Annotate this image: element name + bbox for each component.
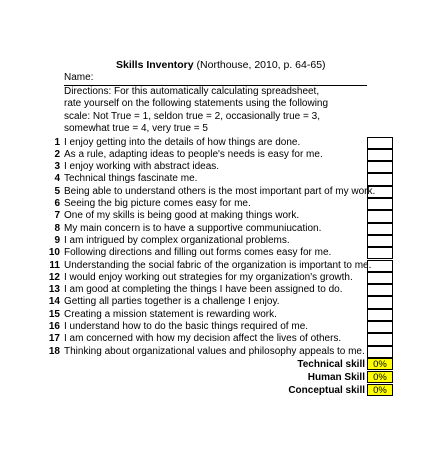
statement-number: 5	[54, 185, 60, 197]
statement-number: 14	[48, 296, 60, 308]
rating-input[interactable]	[367, 333, 393, 345]
statement-text: My main concern is to have a supportive communiucation.	[64, 222, 322, 234]
statement-row	[36, 296, 367, 308]
statement-number: 11	[49, 259, 60, 271]
statement-text: I am intrigued by complex organizational problems.	[64, 234, 290, 246]
rating-input[interactable]	[367, 137, 393, 149]
statement-number: 10	[48, 247, 60, 259]
statement-number: 9	[54, 234, 60, 246]
conceptual-skill-label: Conceptual skill	[288, 385, 365, 396]
name-label: Name:	[64, 72, 94, 83]
statement-text: I enjoy getting into the details of how things are done.	[64, 136, 301, 148]
rating-input[interactable]	[367, 235, 393, 247]
rating-input[interactable]	[367, 223, 393, 235]
statement-number: 2	[54, 148, 60, 160]
directions-line: rate yourself on the following statements using the following	[64, 98, 329, 110]
statement-number: 4	[54, 173, 60, 185]
statement-row	[36, 137, 367, 149]
statement-text: I enjoy working with abstract ideas.	[64, 161, 220, 173]
rating-input[interactable]	[367, 321, 393, 333]
statement-row	[36, 149, 367, 161]
statement-text: I am concerned with how my decision affect the lives of others.	[64, 333, 342, 345]
statement-number: 15	[48, 308, 60, 320]
statement-row	[36, 247, 367, 259]
rating-input[interactable]	[367, 247, 393, 259]
statement-number: 17	[48, 333, 60, 345]
directions	[64, 86, 364, 136]
statement-row	[36, 210, 367, 222]
statement-row	[36, 223, 367, 235]
statement-number: 1	[54, 136, 60, 148]
human-skill-label: Human Skill	[307, 372, 365, 383]
statement-text: Creating a mission statement is rewarding work.	[64, 308, 277, 320]
statement-row	[36, 235, 367, 247]
rating-input[interactable]	[367, 284, 393, 296]
rating-input[interactable]	[367, 260, 393, 272]
statement-text: I would enjoy working out strategies for my organization's growth.	[64, 271, 353, 283]
statement-text: One of my skills is being good at making things work.	[64, 210, 300, 222]
rating-input[interactable]	[367, 210, 393, 222]
statement-number: 6	[54, 198, 60, 209]
title-citation: (Northouse, 2010, p. 64-65)	[193, 59, 326, 71]
statement-row	[36, 272, 367, 284]
rating-input[interactable]	[367, 149, 393, 161]
technical-skill-value: 0%	[367, 358, 393, 370]
statement-text: Technical things fascinate me.	[64, 173, 198, 185]
title-main: Skills Inventory	[116, 59, 194, 71]
statement-number: 3	[54, 161, 60, 173]
statement-number: 16	[48, 321, 60, 332]
statement-text: Being able to understand others is the most important part of my work.	[64, 185, 376, 197]
statement-number: 7	[54, 210, 60, 222]
statement-row	[36, 321, 367, 333]
human-skill-value: 0%	[367, 371, 393, 383]
statement-number: 12	[48, 271, 60, 283]
statement-row	[36, 333, 367, 345]
statement-row	[36, 284, 367, 296]
statement-row	[36, 173, 367, 185]
statement-text: Thinking about organizational values and philosophy appeals to me.	[64, 345, 365, 357]
statement-row	[36, 259, 372, 272]
statement-text: I am good at completing the things I have been assigned to do.	[64, 284, 343, 296]
statement-row	[36, 161, 367, 173]
rating-input[interactable]	[367, 173, 393, 185]
statement-text: Understanding the social fabric of the organization is important to me.	[64, 259, 372, 271]
rating-input[interactable]	[367, 186, 393, 198]
rating-input[interactable]	[367, 198, 393, 210]
statement-row	[36, 346, 367, 358]
rating-input[interactable]	[367, 272, 393, 284]
statement-number: 18	[48, 345, 60, 357]
rating-input[interactable]	[367, 309, 393, 321]
statement-number: 13	[48, 284, 60, 296]
directions-line: Directions: For this automatically calculating spreadsheet,	[64, 86, 320, 97]
statement-text: Seeing the big picture comes easy for me.	[64, 198, 251, 209]
statement-text: Getting all parties together is a challenge I enjoy.	[64, 296, 280, 308]
directions-line: scale: Not True = 1, seldon true = 2, occasionally true = 3,	[64, 110, 320, 122]
rating-input[interactable]	[367, 346, 393, 358]
technical-skill-label: Technical skill	[297, 359, 365, 370]
statement-text: Following directions and filling out forms comes easy for me.	[64, 247, 332, 259]
statement-row	[36, 185, 376, 198]
directions-line: somewhat true = 4, very true = 5	[64, 123, 208, 135]
rating-input[interactable]	[367, 161, 393, 173]
statement-row	[36, 198, 367, 210]
page-title	[116, 59, 326, 71]
statement-number: 8	[54, 222, 60, 234]
conceptual-skill-value: 0%	[367, 384, 393, 396]
statement-text: I understand how to do the basic things required of me.	[64, 321, 309, 332]
rating-input[interactable]	[367, 296, 393, 308]
statement-text: As a rule, adapting ideas to people's needs is easy for me.	[64, 148, 323, 160]
statement-row	[36, 309, 367, 321]
